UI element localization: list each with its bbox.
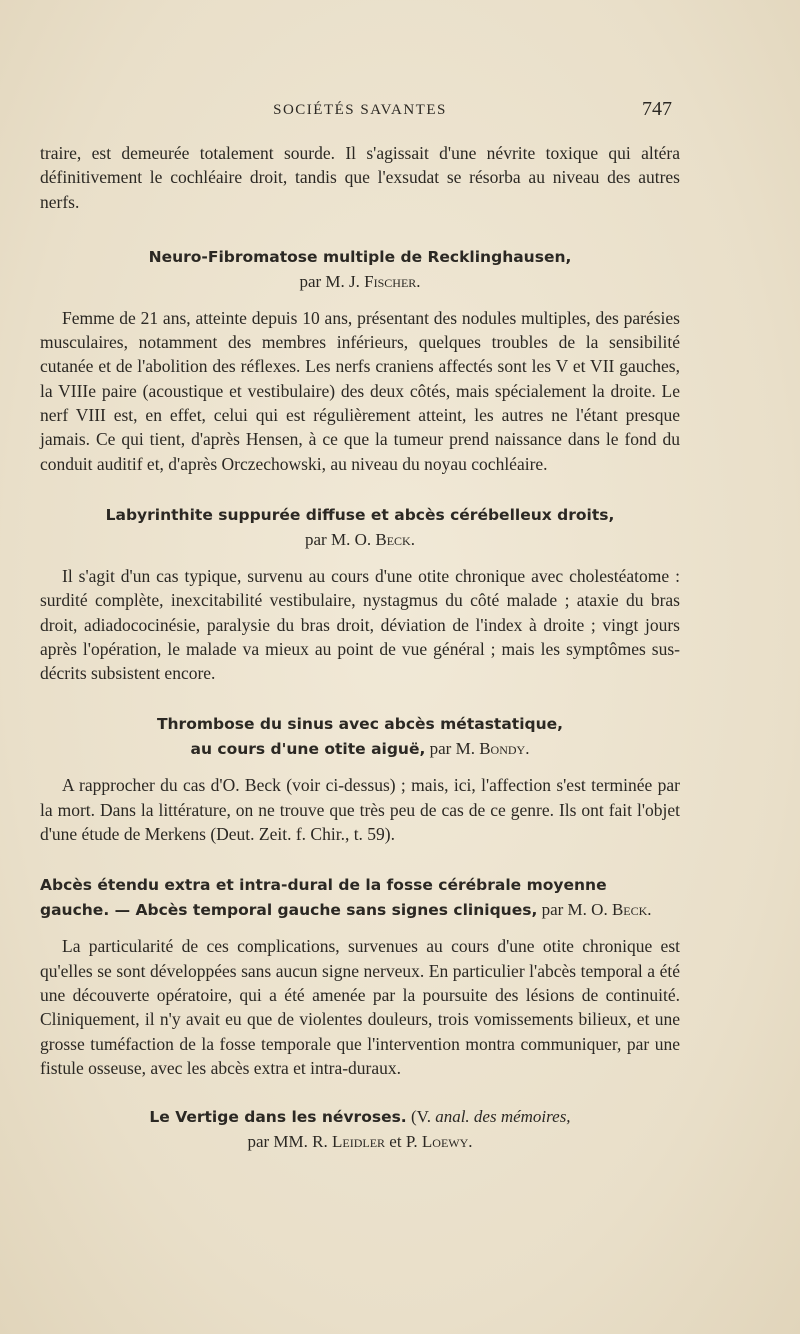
section-author-prefix: par M. xyxy=(425,739,480,759)
section-heading-abces xyxy=(40,872,680,922)
section-heading-neurofibromatose xyxy=(40,244,680,294)
section-author-name: Beck. xyxy=(375,529,415,549)
section-heading-labyrinthite xyxy=(40,502,680,552)
section-author-name: Leidler xyxy=(332,1132,386,1152)
section-author-prefix: par M. J. xyxy=(299,271,365,291)
section-paragraph: Femme de 21 ans, atteinte depuis 10 ans, présentant des nodules multiples, des parésies musculaires, notamment des membres inférieurs, quelques troubles de la sensibilité cutanée et de l'abolition des réflexes. Les nerfs craniens affectés sont les V et VII gauches, la VIIIe paire (acoustique et vestibulaire) des deux côtés, mais spécialement la droite. Le nerf VIII est, en effet, celui qui est régulièrement atteint, les autres ne l'étant presque jamais. Ce qui tient, d'après Hensen, à ce que la tumeur prend naissance dans le fond du conduit auditif et, d'après Orczechowski, au niveau du noyau cochléaire. xyxy=(40,307,680,474)
running-head xyxy=(0,98,800,128)
section-author-prefix: par MM. R. xyxy=(247,1132,332,1152)
section-author-name-2: Loewy. xyxy=(421,1132,473,1152)
section-author-name: Fischer. xyxy=(364,271,421,291)
section-author-name: Bondy. xyxy=(479,739,530,759)
section-title-line2: au cours d'une otite aiguë, xyxy=(190,740,426,759)
section-author-name: Beck. xyxy=(611,900,652,920)
section-title: Neuro-Fibromatose multiple de Recklinghausen, xyxy=(148,247,572,266)
section-title: Le Vertige dans les névroses. xyxy=(149,1108,407,1127)
section-paragraph: La particularité de ces complications, survenues au cours d'une otite chronique est qu'elles se sont développées sans aucun signe nerveux. En particulier l'abcès temporal a été une découverte opératoire, qui a été amenée par la poursuite des lésions de continuité. Cliniquement, il n'y avait eu que de violentes douleurs, trois vomissements bilieux, et une grosse tuméfaction de la fosse temporale que l'intervention montra communiquer, par une fistule osseuse, avec les abcès extra et intra-duraux. xyxy=(40,936,680,1078)
section-author-prefix: par M. O. xyxy=(305,529,376,549)
section-title: Thrombose du sinus avec abcès métastatique, xyxy=(156,715,564,734)
section-title: Labyrinthite suppurée diffuse et abcès cérébelleux droits, xyxy=(105,505,615,524)
section-heading-thrombose xyxy=(40,711,680,761)
section-ref-italic: anal. des mémoires, xyxy=(435,1107,571,1127)
section-heading-vertige xyxy=(40,1104,680,1154)
section-paragraph: Il s'agit d'un cas typique, survenu au cours d'une otite chronique avec cholestéatome : surdité complète, inexcitabilité vestibulaire, nystagmus du côté malade ; ataxie du bras droit, adiadococinésie, paralysie du bras droit, déviation de l'index à droite ; vingt jours après l'opération, le malade va mieux au point de vue général ; mais les symptômes sus-décrits subsistent encore. xyxy=(40,565,680,684)
running-title: SOCIÉTÉS SAVANTES xyxy=(273,102,447,118)
section-ref-open: (V. xyxy=(406,1107,436,1127)
section-title: Abcès étendu extra et intra-dural de la fosse cérébrale moyenne gauche. — Abcès temporal gauche sans signes cliniques, xyxy=(40,876,607,920)
body-text xyxy=(40,141,680,1166)
section-author-mid: et P. xyxy=(385,1132,422,1152)
page-number: 747 xyxy=(642,98,672,120)
section-paragraph: A rapprocher du cas d'O. Beck (voir ci-dessus) ; mais, ici, l'affection s'est terminée par la mort. Dans la littérature, on ne trouve que très peu de cas de ce genre. Ils ont fait l'objet d'une étude de Merkens (Deut. Zeit. f. Chir., t. 59). xyxy=(40,775,680,845)
intro-paragraph: traire, est demeurée totalement sourde. Il s'agissait d'une névrite toxique qui altéra définitivement le cochléaire droit, tandis que l'exsudat se résorba au niveau des autres nerfs. xyxy=(40,143,680,212)
section-author-prefix: par M. O. xyxy=(537,900,612,920)
